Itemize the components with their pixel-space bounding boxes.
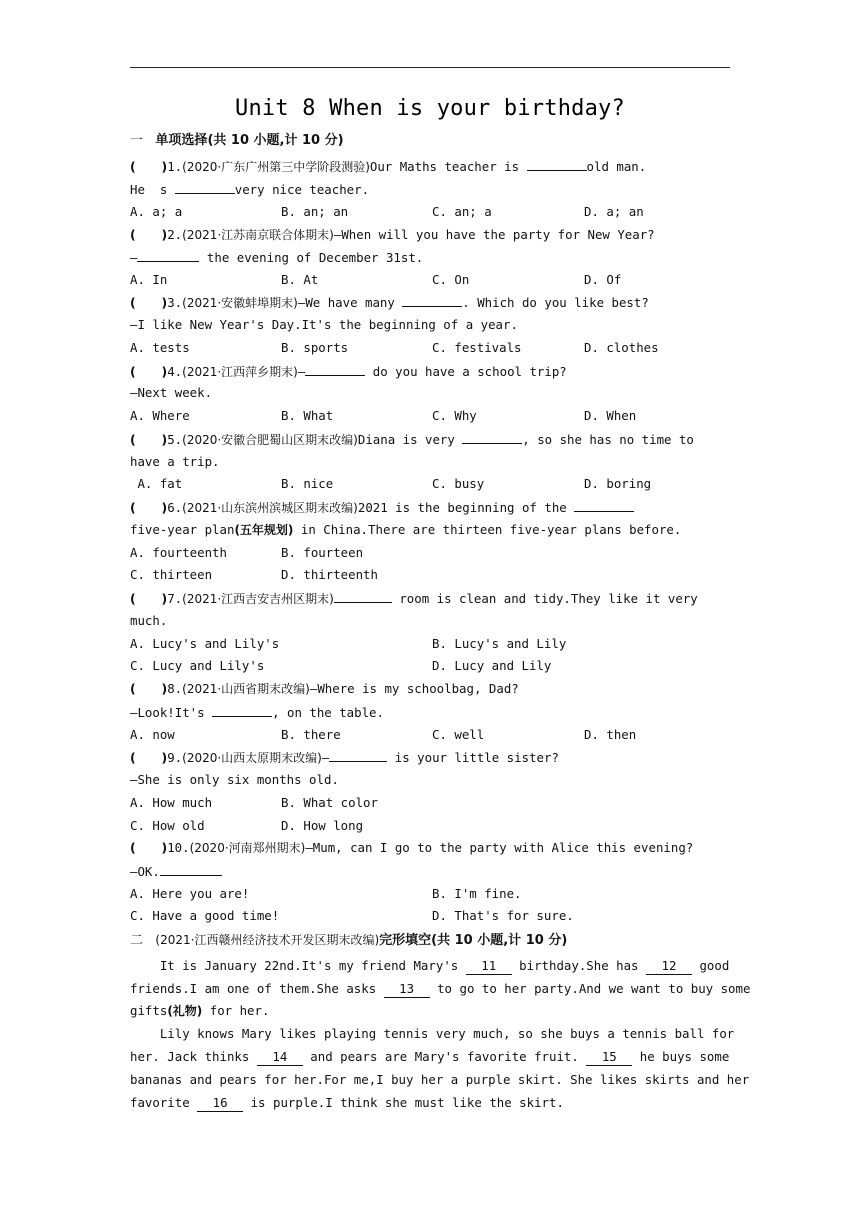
- q1-option-a[interactable]: A. a; a: [130, 204, 183, 219]
- q1-option-d[interactable]: D. a; an: [584, 204, 644, 219]
- q7-option-d[interactable]: D. Lucy and Lily: [432, 658, 552, 673]
- q7-option-a[interactable]: A. Lucy's and Lily's: [130, 636, 280, 651]
- answer-blank[interactable]: [305, 363, 365, 376]
- question-7-line-2: much.: [130, 613, 168, 628]
- q5-option-c[interactable]: C. busy: [432, 476, 485, 491]
- q2-option-a[interactable]: A. In: [130, 272, 168, 287]
- page-title: Unit 8 When is your birthday?: [235, 96, 625, 121]
- answer-blank[interactable]: [574, 499, 634, 512]
- question-3-line-2: —I like New Year's Day.It's the beginning of a year.: [130, 317, 518, 332]
- q8-option-b[interactable]: B. there: [281, 727, 341, 742]
- q2-option-d[interactable]: D. Of: [584, 272, 622, 287]
- q10-option-c[interactable]: C. Have a good time!: [130, 908, 280, 923]
- q9-option-b[interactable]: B. What color: [281, 795, 378, 810]
- q9-option-d[interactable]: D. How long: [281, 818, 364, 833]
- q10-option-a[interactable]: A. Here you are!: [130, 886, 250, 901]
- q7-option-b[interactable]: B. Lucy's and Lily: [432, 636, 567, 651]
- q10-option-b[interactable]: B. I'm fine.: [432, 886, 522, 901]
- question-4: ( )4.(2021·江西萍乡期末)— do you have a school trip?: [130, 364, 567, 379]
- q6-option-b[interactable]: B. fourteen: [281, 545, 364, 560]
- q2-option-b[interactable]: B. At: [281, 272, 319, 287]
- question-5: ( )5.(2020·安徽合肥蜀山区期末改编)Diana is very , so she has no time to: [130, 432, 694, 447]
- question-9-line-2: —She is only six months old.: [130, 772, 339, 787]
- q3-option-d[interactable]: D. clothes: [584, 340, 659, 355]
- answer-blank[interactable]: [329, 749, 387, 762]
- cloze-blank-15[interactable]: 15: [586, 1049, 632, 1066]
- question-3: ( )3.(2021·安徽蚌埠期末)—We have many . Which do you like best?: [130, 295, 649, 310]
- section-1-label: 单项选择: [155, 133, 208, 148]
- question-8-line-2: —Look!It's , on the table.: [130, 705, 384, 720]
- cloze-blank-14[interactable]: 14: [257, 1049, 303, 1066]
- cloze-blank-16[interactable]: 16: [197, 1095, 243, 1112]
- cloze-blank-12[interactable]: 12: [646, 958, 692, 975]
- q4-option-d[interactable]: D. When: [584, 408, 637, 423]
- answer-blank[interactable]: [137, 249, 199, 262]
- q1-option-b[interactable]: B. an; an: [281, 204, 349, 219]
- q4-option-b[interactable]: B. What: [281, 408, 334, 423]
- question-1: ( )1.(2020·广东广州第三中学阶段测验)Our Maths teacher is old man.: [130, 159, 647, 174]
- answer-blank[interactable]: [160, 863, 222, 876]
- q3-option-b[interactable]: B. sports: [281, 340, 349, 355]
- q6-option-a[interactable]: A. fourteenth: [130, 545, 227, 560]
- q7-option-c[interactable]: C. Lucy and Lily's: [130, 658, 265, 673]
- q8-option-c[interactable]: C. well: [432, 727, 485, 742]
- section-2-header: 二 (2021·江西赣州经济技术开发区期末改编)完形填空(共 10 小题,计 10 分): [130, 933, 568, 948]
- passage-line-3: gifts(礼物) for her.: [130, 1003, 270, 1018]
- question-8: ( )8.(2021·山西省期末改编)—Where is my schoolbag, Dad?: [130, 681, 519, 696]
- answer-blank[interactable]: [462, 431, 522, 444]
- question-6: ( )6.(2021·山东滨州滨城区期末改编)2021 is the beginning of the: [130, 499, 634, 516]
- passage-line-1: It is January 22nd.It's my friend Mary's 11 birthday.She has 12 good: [159, 958, 730, 973]
- section-1-header: 一 单项选择(共 10 小题,计 10 分): [130, 133, 344, 148]
- question-7: ( )7.(2021·江西吉安吉州区期末) room is clean and tidy.They like it very: [130, 591, 698, 606]
- passage-line-2: friends.I am one of them.She asks 13 to go to her party.And we want to buy some: [130, 981, 751, 996]
- question-9: ( )9.(2020·山西太原期末改编)— is your little sister?: [130, 750, 559, 765]
- question-4-line-2: —Next week.: [130, 385, 213, 400]
- passage-line-6: bananas and pears for her.For me,I buy her a purple skirt. She likes skirts and her: [130, 1072, 750, 1087]
- answer-blank[interactable]: [527, 158, 587, 171]
- question-1-line-2: He s very nice teacher.: [130, 182, 370, 197]
- q2-option-c[interactable]: C. On: [432, 272, 470, 287]
- q1-option-c[interactable]: C. an; a: [432, 204, 492, 219]
- q9-option-c[interactable]: C. How old: [130, 818, 205, 833]
- answer-blank[interactable]: [175, 181, 235, 194]
- q4-option-a[interactable]: A. Where: [130, 408, 190, 423]
- answer-blank[interactable]: [402, 294, 462, 307]
- q6-option-c[interactable]: C. thirteen: [130, 567, 213, 582]
- q10-option-d[interactable]: D. That's for sure.: [432, 908, 574, 923]
- cloze-blank-13[interactable]: 13: [384, 981, 430, 998]
- answer-blank[interactable]: [212, 704, 272, 717]
- header-rule: [130, 67, 730, 68]
- question-10: ( )10.(2020·河南郑州期末)—Mum, can I go to the party with Alice this evening?: [130, 840, 694, 855]
- q3-option-a[interactable]: A. tests: [130, 340, 190, 355]
- q8-option-a[interactable]: A. now: [130, 727, 175, 742]
- q5-option-a[interactable]: A. fat: [130, 476, 183, 491]
- question-10-line-2: —OK.: [130, 863, 222, 880]
- question-2-line-2: — the evening of December 31st.: [130, 250, 424, 265]
- q5-option-b[interactable]: B. nice: [281, 476, 334, 491]
- answer-blank[interactable]: [334, 590, 392, 603]
- q9-option-a[interactable]: A. How much: [130, 795, 213, 810]
- question-5-line-2: have a trip.: [130, 454, 220, 469]
- passage-line-5: her. Jack thinks 14 and pears are Mary's favorite fruit. 15 he buys some: [130, 1049, 730, 1064]
- q5-option-d[interactable]: D. boring: [584, 476, 652, 491]
- q6-option-d[interactable]: D. thirteenth: [281, 567, 378, 582]
- cloze-blank-11[interactable]: 11: [466, 958, 512, 975]
- question-2: ( )2.(2021·江苏南京联合体期末)—When will you have the party for New Year?: [130, 227, 655, 242]
- q4-option-c[interactable]: C. Why: [432, 408, 477, 423]
- q8-option-d[interactable]: D. then: [584, 727, 637, 742]
- question-6-line-2: five-year plan(五年规划) in China.There are thirteen five-year plans before.: [130, 522, 682, 537]
- section-2-info: (共 10 小题,计 10 分): [431, 933, 568, 948]
- section-1-info: (共 10 小题,计 10 分): [207, 133, 344, 148]
- q3-option-c[interactable]: C. festivals: [432, 340, 522, 355]
- section-2-label: 完形填空: [379, 933, 432, 948]
- passage-line-7: favorite 16 is purple.I think she must like the skirt.: [130, 1095, 564, 1110]
- passage-line-4: Lily knows Mary likes playing tennis very much, so she buys a tennis ball for: [159, 1026, 735, 1041]
